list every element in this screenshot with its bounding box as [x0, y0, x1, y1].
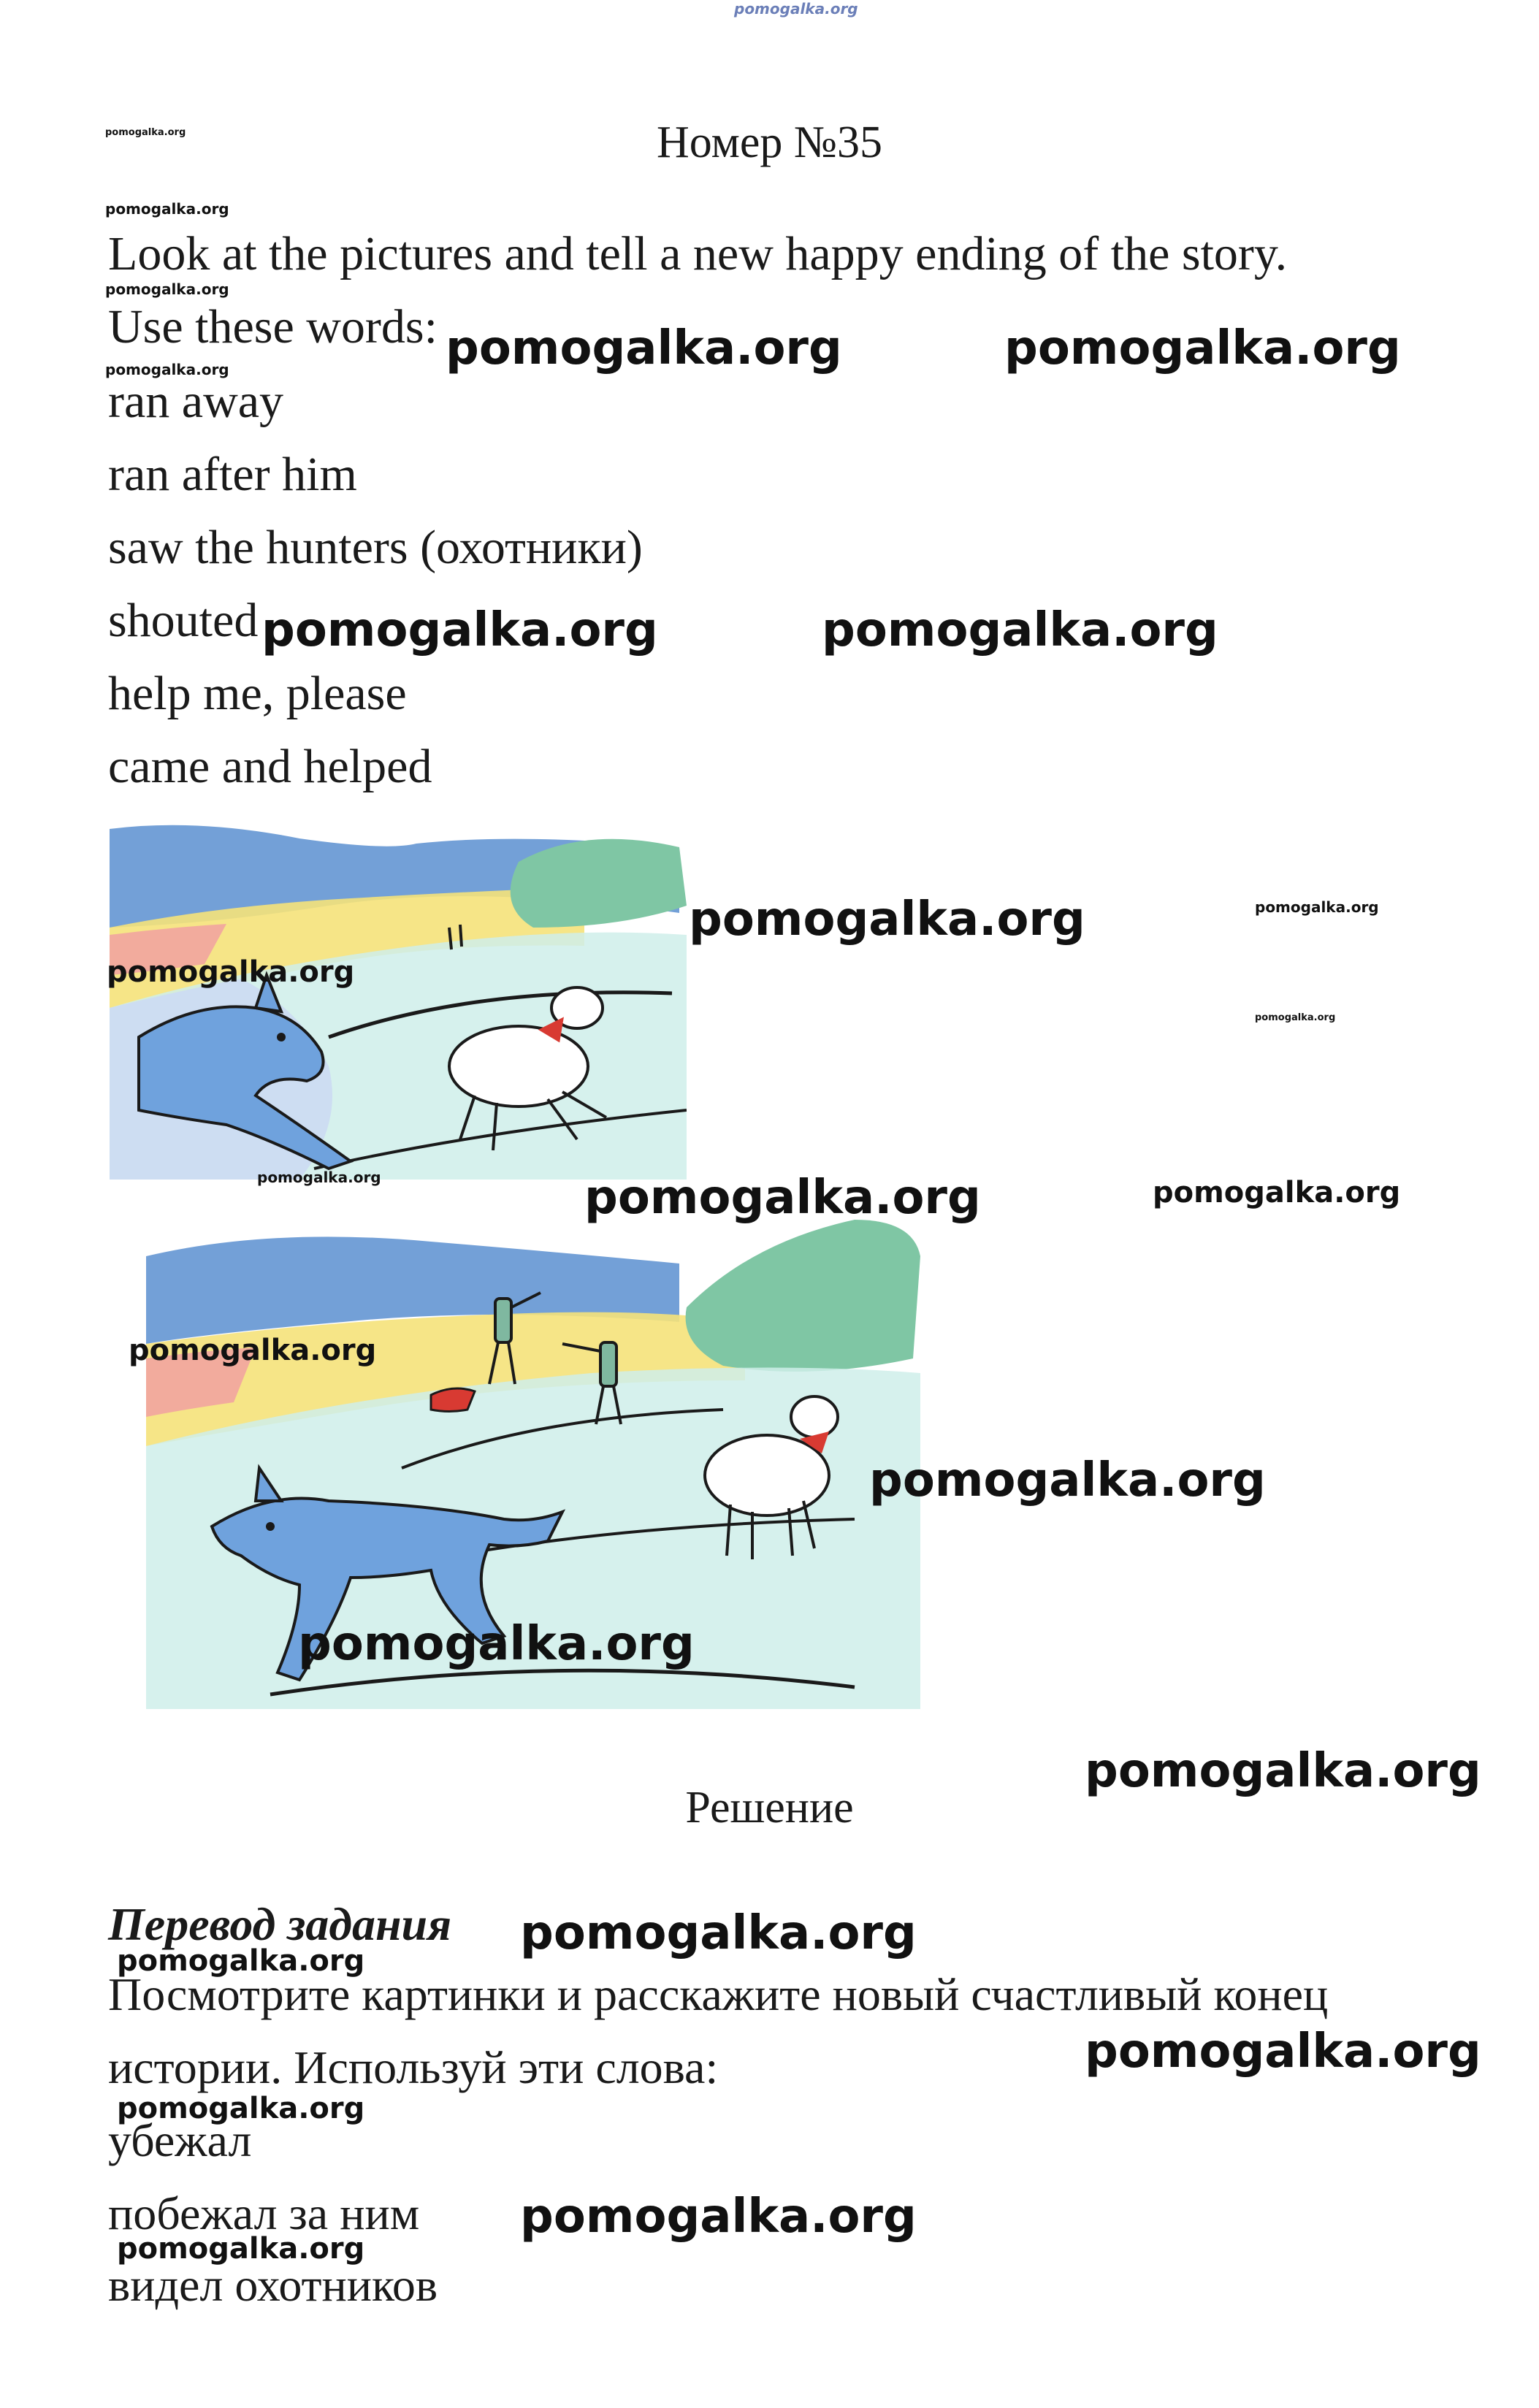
- translation-line-1: Посмотрите картинки и расскажите новый счастливый конец: [108, 1968, 1329, 2020]
- translation-line-2: истории. Используй эти слова:: [108, 2041, 719, 2093]
- watermark: pomogalka.org: [129, 1334, 377, 1367]
- watermark: pomogalka.org: [1153, 1176, 1401, 1209]
- top-watermark: pomogalka.org: [734, 0, 858, 18]
- word-came-and-helped: came and helped: [108, 740, 432, 793]
- watermark: pomogalka.org: [520, 1906, 917, 1960]
- translation-word-ran-after-him: побежал за ним: [108, 2187, 420, 2239]
- watermark: pomogalka.org: [689, 893, 1085, 947]
- watermark: pomogalka.org: [298, 1617, 695, 1671]
- translation-word-saw-hunters: видел охотников: [108, 2259, 438, 2311]
- watermark: pomogalka.org: [822, 603, 1218, 657]
- watermark: pomogalka.org: [1085, 2025, 1481, 2079]
- translation-heading: Перевод задания: [108, 1898, 452, 1950]
- watermark: pomogalka.org: [520, 2190, 917, 2244]
- watermark: pomogalka.org: [117, 2232, 365, 2266]
- illustration-wolf-chasing-lamb: [110, 818, 687, 1180]
- word-help-me: help me, please: [108, 667, 407, 720]
- watermark: pomogalka.org: [105, 280, 229, 298]
- task-line-2: Use these words:: [108, 300, 438, 353]
- watermark: pomogalka.org: [105, 127, 186, 138]
- watermark: pomogalka.org: [869, 1453, 1266, 1507]
- watermark: pomogalka.org: [1004, 321, 1401, 375]
- page-title: Номер №35: [656, 118, 882, 167]
- solution-label: Решение: [685, 1783, 854, 1832]
- word-ran-away: ran away: [108, 375, 284, 428]
- watermark: pomogalka.org: [1255, 1012, 1336, 1023]
- watermark: pomogalka.org: [261, 603, 658, 657]
- word-shouted: shouted: [108, 594, 259, 647]
- translation-word-ran-away: убежал: [108, 2114, 252, 2166]
- word-saw-the-hunters: saw the hunters (охотники): [108, 521, 643, 574]
- watermark: pomogalka.org: [446, 321, 842, 375]
- watermark: pomogalka.org: [105, 200, 229, 218]
- watermark: pomogalka.org: [107, 955, 355, 989]
- watermark: pomogalka.org: [117, 2092, 365, 2125]
- task-line-1: Look at the pictures and tell a new happy ending of the story.: [108, 227, 1288, 280]
- watermark: pomogalka.org: [584, 1171, 981, 1225]
- watermark: pomogalka.org: [1085, 1744, 1481, 1798]
- watermark: pomogalka.org: [105, 361, 229, 378]
- watermark: pomogalka.org: [117, 1944, 365, 1978]
- word-ran-after-him: ran after him: [108, 448, 357, 501]
- watermark: pomogalka.org: [257, 1169, 381, 1186]
- watermark: pomogalka.org: [1255, 898, 1379, 916]
